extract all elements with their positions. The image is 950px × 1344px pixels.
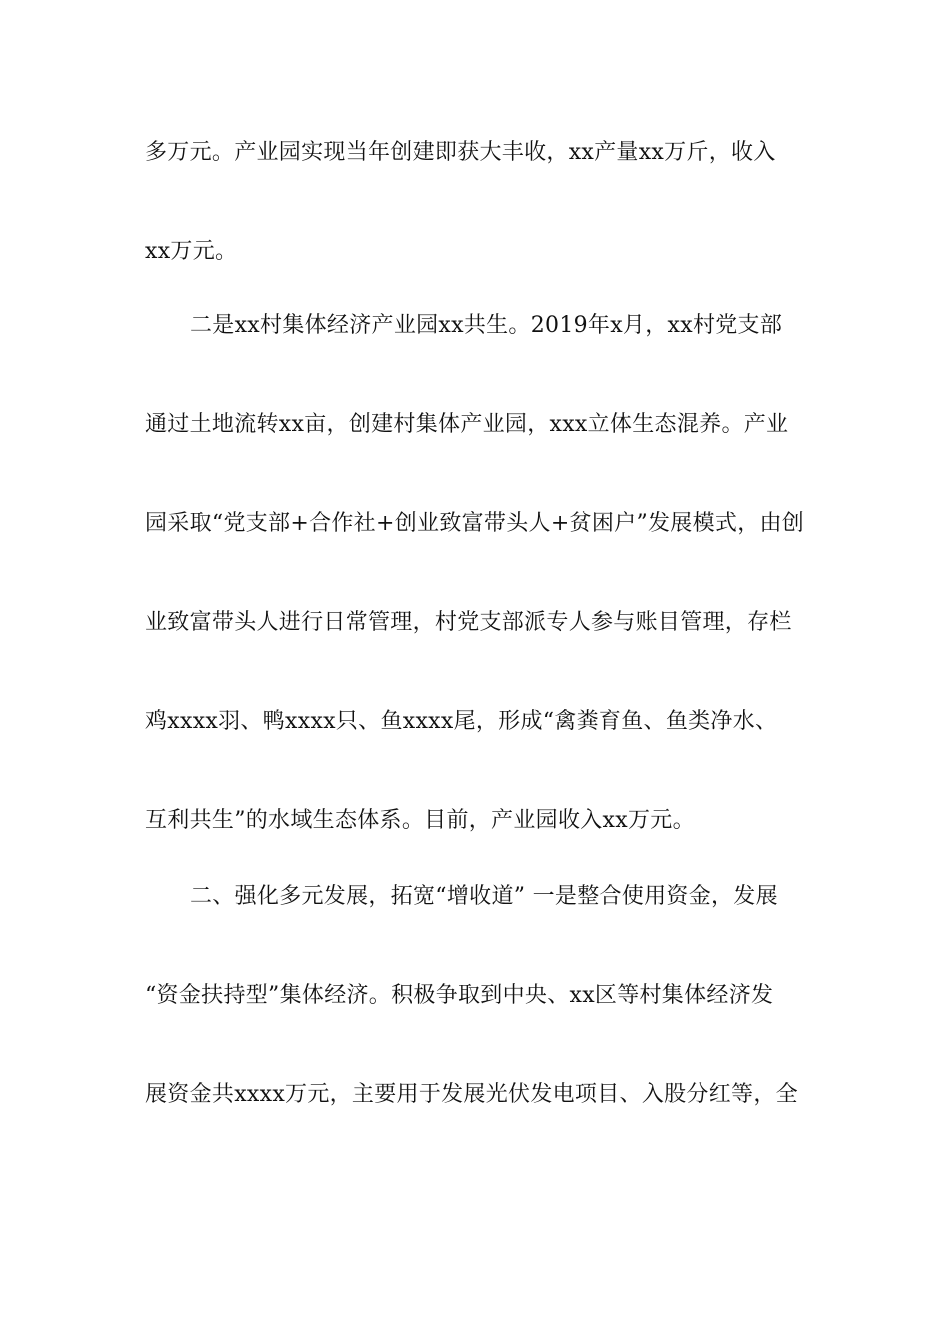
paragraph-line: 园采取“党支部+合作社+创业致富带头人+贫困户”发展模式，由创: [145, 511, 805, 536]
paragraph-line: 业致富带头人进行日常管理，村党支部派专人参与账目管理，存栏: [145, 610, 792, 635]
paragraph-line: 通过土地流转xx亩，创建村集体产业园，xxx立体生态混养。产业: [145, 412, 789, 437]
paragraph-line: 互利共生”的水域生态体系。目前，产业园收入xx万元。: [145, 808, 695, 833]
paragraph-line: 鸡xxxx羽、鸭xxxx只、鱼xxxx尾，形成“禽粪育鱼、鱼类净水、: [145, 709, 778, 734]
paragraph-line: 二是xx村集体经济产业园xx共生。2019年x月，xx村党支部: [190, 313, 783, 338]
paragraph-line: xx万元。: [145, 239, 238, 264]
section-heading-line: 二、强化多元发展，拓宽“增收道” 一是整合使用资金，发展: [190, 884, 778, 909]
paragraph-line: 展资金共xxxx万元，主要用于发展光伏发电项目、入股分红等，全: [145, 1082, 798, 1107]
paragraph-line: “资金扶持型”集体经济。积极争取到中央、xx区等村集体经济发: [145, 983, 774, 1008]
paragraph-line: 多万元。产业园实现当年创建即获大丰收，xx产量xx万斤，收入: [145, 140, 776, 165]
